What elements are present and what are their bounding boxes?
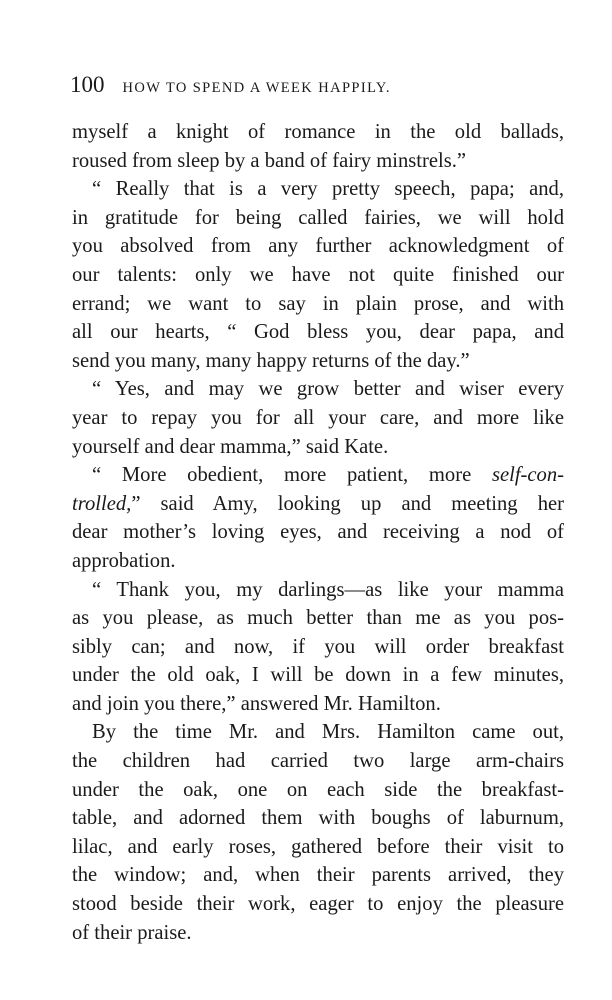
paragraph-end-line: and join you there,” answered Mr. Hamilton. xyxy=(72,692,441,715)
body-text xyxy=(72,118,564,947)
text-line: under the old oak, I will be down in a few minutes, xyxy=(72,664,564,687)
paragraph-start-line: By the time Mr. and Mrs. Hamilton came out, xyxy=(92,721,564,744)
text-line: you absolved from any further acknowledgment of xyxy=(72,235,564,258)
text-line: trolled,” said Amy, looking up and meeting her xyxy=(72,492,564,515)
text-line: in gratitude for being called fairies, we will hold xyxy=(72,206,564,229)
paragraph-start-line: “ Yes, and may we grow better and wiser every xyxy=(92,378,564,401)
page-number: 100 xyxy=(70,72,105,97)
text-line: under the oak, one on each side the breakfast- xyxy=(72,778,564,801)
text-line: year to repay you for all your care, and more like xyxy=(72,406,564,429)
paragraph-start-line: “ More obedient, more patient, more self-con- xyxy=(92,464,564,487)
text-line: errand; we want to say in plain prose, and with xyxy=(72,292,564,315)
paragraph-start-line: “ Really that is a very pretty speech, papa; and, xyxy=(92,178,564,201)
text-line: sibly can; and now, if you will order breakfast xyxy=(72,635,564,658)
text-line: the window; and, when their parents arrived, they xyxy=(72,864,564,887)
text-line: table, and adorned them with boughs of laburnum, xyxy=(72,807,564,830)
text-line: as you please, as much better than me as you pos- xyxy=(72,607,564,630)
text-line: the children had carried two large arm-chairs xyxy=(72,750,564,773)
page-header xyxy=(70,72,550,104)
paragraph-start-line: “ Thank you, my darlings—as like your mamma xyxy=(92,578,564,601)
paragraph-end-line: send you many, many happy returns of the day.” xyxy=(72,349,470,372)
text-line: all our hearts, “ God bless you, dear papa, and xyxy=(72,321,564,344)
text-line: dear mother’s loving eyes, and receiving a nod of xyxy=(72,521,564,544)
text-line: stood beside their work, eager to enjoy the pleasure xyxy=(72,893,564,916)
text-line: lilac, and early roses, gathered before their visit to xyxy=(72,835,564,858)
text-line: myself a knight of romance in the old ballads, xyxy=(72,121,564,143)
text-line: our talents: only we have not quite finished our xyxy=(72,263,564,286)
paragraph-end-line: approbation. xyxy=(72,549,176,572)
running-title: HOW TO SPEND A WEEK HAPPILY. xyxy=(122,80,391,96)
paragraph-end-line: yourself and dear mamma,” said Kate. xyxy=(72,435,389,458)
italic-word: self-con- xyxy=(491,464,564,487)
paragraph-end-line: roused from sleep by a band of fairy minstrels.” xyxy=(72,149,467,172)
paragraph-end-line: of their praise. xyxy=(72,921,192,944)
italic-word: trolled, xyxy=(72,492,132,515)
